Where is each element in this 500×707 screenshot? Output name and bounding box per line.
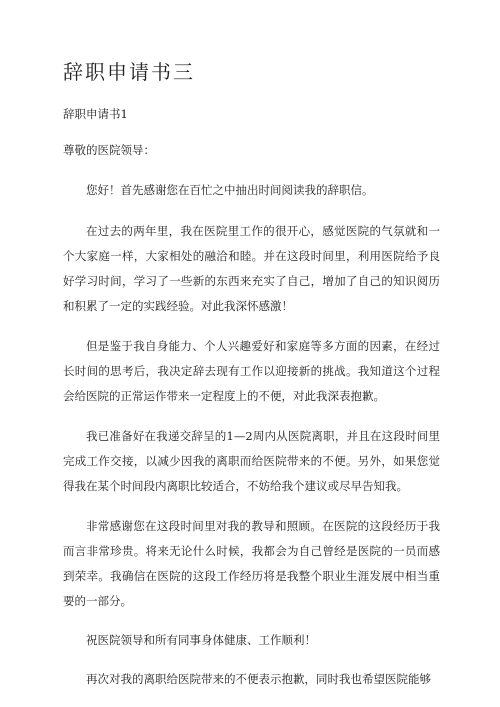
body-paragraph-handover: 我已准备好在我递交辞呈的1—2周内从医院离职，并且在这段时间里完成工作交接，以减少因我的离职而给医院带来的不便。另外，如果您觉得我在某个时间段内离职比较适合，不妨给我个建议或尽早告知我。: [63, 429, 440, 493]
body-paragraph-apology: 再次对我的离职给医院带来的不便表示抱歉，同时我也希望医院能够: [86, 672, 431, 686]
letter-subheading: 辞职申请书1: [63, 107, 128, 121]
document-title: 辞职申请书三: [63, 60, 195, 84]
body-paragraph-gratitude: 非常感谢您在这段时间里对我的教导和照顾。在医院的这段经历于我而言非常珍贵。将来无论什么时候，我都会为自己曾经是医院的一员而感到荣幸。我确信在医院的这段工作经历将是我整个职业生涯发展中相当重要的一部分。: [63, 519, 440, 608]
body-paragraph-experience: 在过去的两年里，我在医院里工作的很开心，感觉医院的气氛就和一个大家庭一样，大家相处的融洽和睦。并在这段时间里，利用医院给予良好学习时间，学习了一些新的东西来充实了自己，增加了自己的知识阅历和积累了一定的实践经验。对此我深怀感激！: [63, 224, 440, 313]
salutation: 尊敬的医院领导：: [63, 143, 155, 157]
body-paragraph-reason: 但是鉴于我自身能力、个人兴趣爱好和家庭等多方面的因素，在经过长时间的思考后，我决定辞去现有工作以迎接新的挑战。我知道这个过程会给医院的正常运作带来一定程度上的不便，对此我深表抱歉。: [63, 339, 440, 403]
body-paragraph-greeting: 您好！首先感谢您在百忙之中抽出时间阅读我的辞职信。: [86, 183, 374, 197]
body-paragraph-wishes: 祝医院领导和所有同事身体健康、工作顺利！: [86, 633, 316, 647]
